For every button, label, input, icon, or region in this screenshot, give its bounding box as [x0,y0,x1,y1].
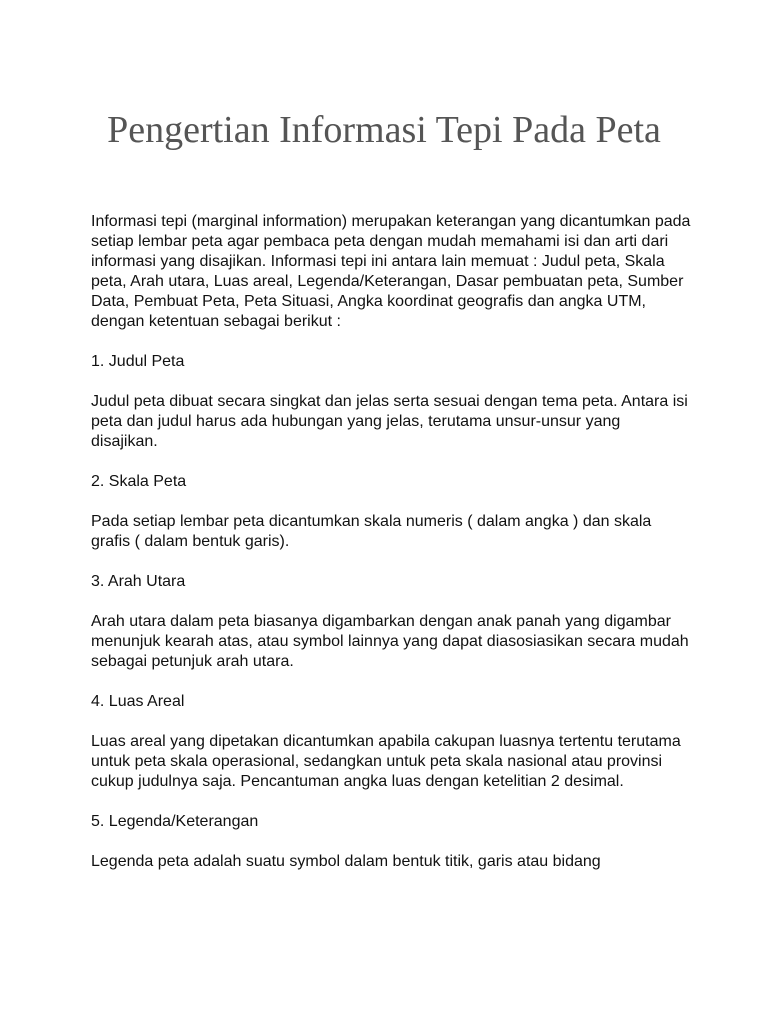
section-heading-arah-utara: 3. Arah Utara [91,573,186,590]
section-heading-skala-peta: 2. Skala Peta [91,473,187,490]
paragraph-luas-areal: Luas areal yang dipetakan dicantumkan apabila cakupan luasnya tertentu terutama untuk peta skala operasional, sedangkan untuk peta skala nasional atau provinsi cukup judulnya saja. Pencantuman angka luas dengan ketelitian 2 desimal. [91,733,681,790]
paragraph-arah-utara: Arah utara dalam peta biasanya digambarkan dengan anak panah yang digambar menunjuk kearah atas, atau symbol lainnya yang dapat diasosiasikan secara mudah sebagai petunjuk arah utara. [91,613,689,670]
paragraph-judul-peta: Judul peta dibuat secara singkat dan jelas serta sesuai dengan tema peta. Antara isi peta dan judul harus ada hubungan yang jelas, terutama unsur-unsur yang disajikan. [91,393,688,450]
section-heading-legenda: 5. Legenda/Keterangan [91,813,259,830]
paragraph-skala-peta: Pada setiap lembar peta dicantumkan skala numeris ( dalam angka ) dan skala grafis ( dalam bentuk garis). [91,513,652,550]
section-heading-luas-areal: 4. Luas Areal [91,693,185,710]
section-heading-judul-peta: 1. Judul Peta [91,353,185,370]
intro-paragraph: Informasi tepi (marginal information) merupakan keterangan yang dicantumkan pada setiap lembar peta agar pembaca peta dengan mudah memahami isi dan arti dari informasi yang disajikan. Informasi tepi ini antara lain memuat : Judul peta, Skala peta, Arah utara, Luas areal, Legenda/Keterangan, Dasar pembuatan peta, Sumber Data, Pembuat Peta, Peta Situasi, Angka koordinat geografis dan angka UTM, dengan ketentuan sebagai berikut : [91,213,691,330]
paragraph-legenda: Legenda peta adalah suatu symbol dalam bentuk titik, garis atau bidang [91,853,601,870]
document-body [91,212,691,872]
page-title: Pengertian Informasi Tepi Pada Peta [107,109,661,151]
